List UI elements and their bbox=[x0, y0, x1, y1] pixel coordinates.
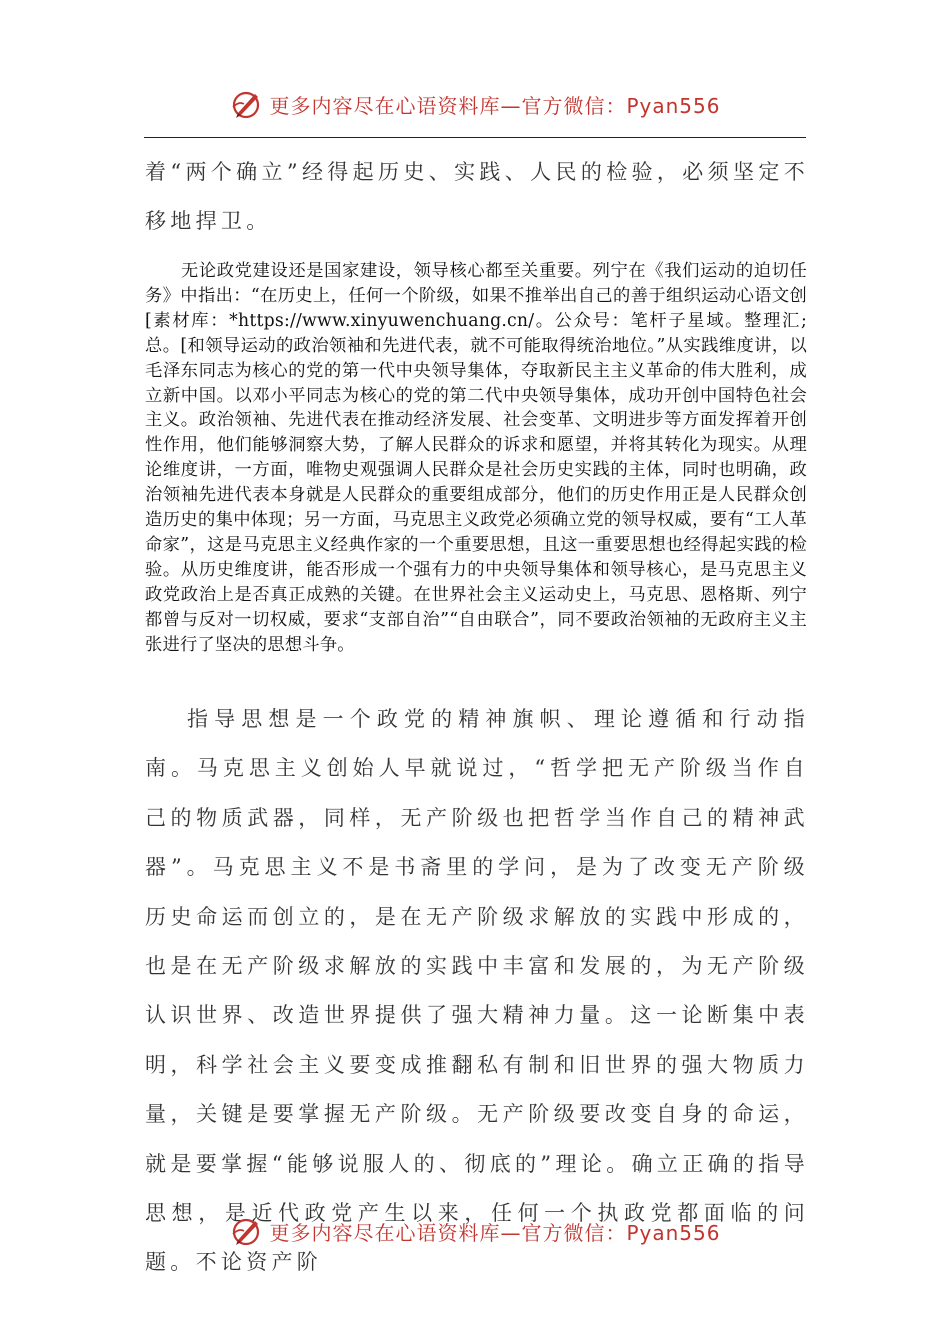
paragraph-1: 着“两个确立”经得起历史、实践、人民的检验，必须坚定不移地捍卫。 bbox=[145, 160, 809, 234]
paragraph-3: 指导思想是一个政党的精神旗帜、理论遵循和行动指南。马克思主义创始人早就说过，“哲学把无产阶级当作自己的物质武器，同样，无产阶级也把哲学当作自己的精神武器”。马克思主义不是书斋里的学问，是为了改变无产阶级历史命运而创立的，是在无产阶级求解放的实践中形成的，也是在无产阶级求解放的实践中丰富和发展的，为无产阶级认识世界、改造世界提供了强大精神力量。这一论断集中表明，科学社会主义要变成推翻私有制和旧世界的强大物质力量，关键是要掌握无产阶级。无产阶级要改变自身的命运，就是要掌握“能够说服人的、彻底的”理论。确立正确的指导思想，是近代政党产生以来，任何一个执政党都面临的问题。不论资产阶 bbox=[145, 707, 809, 1275]
footer-banner-text[interactable]: 更多内容尽在心语资料库—官方微信：Pyan556 bbox=[269, 1220, 721, 1245]
header-banner bbox=[0, 84, 950, 124]
header-banner-text[interactable]: 更多内容尽在心语资料库—官方微信：Pyan556 bbox=[269, 93, 721, 118]
pen-circle-logo-icon bbox=[229, 1214, 263, 1248]
header-divider bbox=[144, 137, 806, 138]
pen-circle-logo-icon bbox=[229, 87, 263, 121]
footer-banner bbox=[0, 1211, 950, 1251]
paragraph-2: 无论政党建设还是国家建设，领导核心都至关重要。列宁在《我们运动的迫切任务》中指出：“在历史上，任何一个阶级，如果不推举出自己的善于组织运动心语文创[素材库：*https://www.xinyuwenchuang.cn/。公众号：笔杆子星域。整理汇;总。[和领导运动的政治领袖和先进代表，就不可能取得统治地位。”从实践维度讲，以毛泽东同志为核心的党的第一代中央领导集体，夺取新民主主义革命的伟大胜利，成立新中国。以邓小平同志为核心的党的第二代中央领导集体，成功开创中国特色社会主义。政治领袖、先进代表在推动经济发展、社会变革、文明进步等方面发挥着开创性作用，他们能够洞察大势，了解人民群众的诉求和愿望，并将其转化为现实。从理论维度讲，一方面，唯物史观强调人民群众是社会历史实践的主体，同时也明确，政治领袖先进代表本身就是人民群众的重要组成部分，他们的历史作用正是人民群众创造历史的集中体现；另一方面，马克思主义政党必须确立党的领导权威，要有“工人革命家”，这是马克思主义经典作家的一个重要思想，且这一重要思想也经得起实践的检验。从历史维度讲，能否形成一个强有力的中央领导集体和领导核心，是马克思主义政党政治上是否真正成熟的关键。在世界社会主义运动史上，马克思、恩格斯、列宁都曾与反对一切权威，要求“支部自治”“自由联合”，同不要政治领袖的无政府主义主张进行了坚决的思想斗争。 bbox=[145, 261, 807, 655]
